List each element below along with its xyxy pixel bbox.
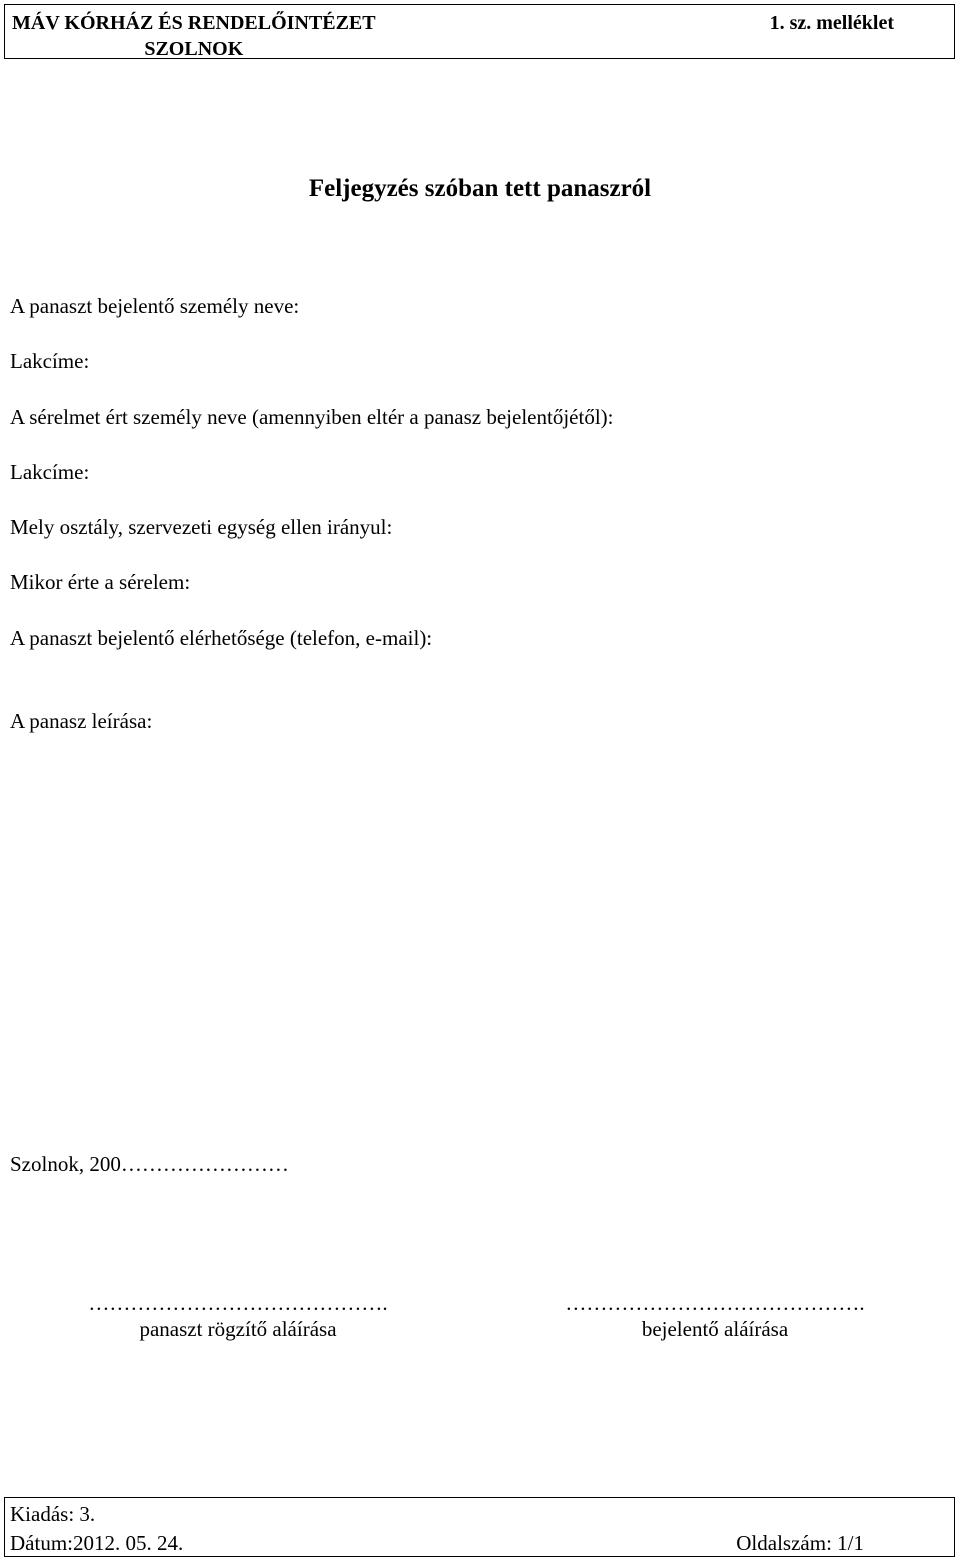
page-number: Oldalszám: 1/1: [736, 1531, 864, 1555]
date-label: Dátum:2012. 05. 24.: [10, 1531, 184, 1555]
reporter-signature: [525, 1290, 905, 1342]
organization-name: [12, 10, 376, 62]
document-footer: [4, 1497, 955, 1557]
recorder-signature-label: panaszt rögzítő aláírása: [139, 1317, 337, 1341]
reporter-signature-label: bejelentő aláírása: [641, 1317, 789, 1341]
place-date-line: Szolnok, 200……………………: [10, 1152, 289, 1176]
document-title: Feljegyzés szóban tett panaszról: [308, 175, 652, 202]
injured-address-label: Lakcíme:: [10, 460, 90, 484]
incident-time-label: Mikor érte a sérelem:: [10, 570, 191, 594]
edition-label: Kiadás: 3.: [10, 1502, 96, 1526]
recorder-signature-line: …………………………………….: [88, 1291, 388, 1315]
department-label: Mely osztály, szervezeti egység ellen irányul:: [10, 515, 393, 539]
document-header: [4, 4, 955, 59]
contact-label: A panaszt bejelentő elérhetősége (telefon, e-mail):: [10, 626, 433, 650]
reporter-address-label: Lakcíme:: [10, 349, 90, 373]
recorder-signature: [48, 1290, 428, 1342]
reporter-name-label: A panaszt bejelentő személy neve:: [10, 294, 300, 318]
organization-name-line1: MÁV KÓRHÁZ ÉS RENDELŐINTÉZET: [12, 12, 376, 34]
description-label: A panasz leírása:: [10, 709, 153, 733]
injured-name-label: A sérelmet ért személy neve (amennyiben eltér a panasz bejelentőjétől):: [10, 405, 614, 429]
organization-name-line2: SZOLNOK: [144, 38, 244, 60]
annex-label: 1. sz. melléklet: [769, 12, 894, 34]
reporter-signature-line: …………………………………….: [565, 1291, 865, 1315]
